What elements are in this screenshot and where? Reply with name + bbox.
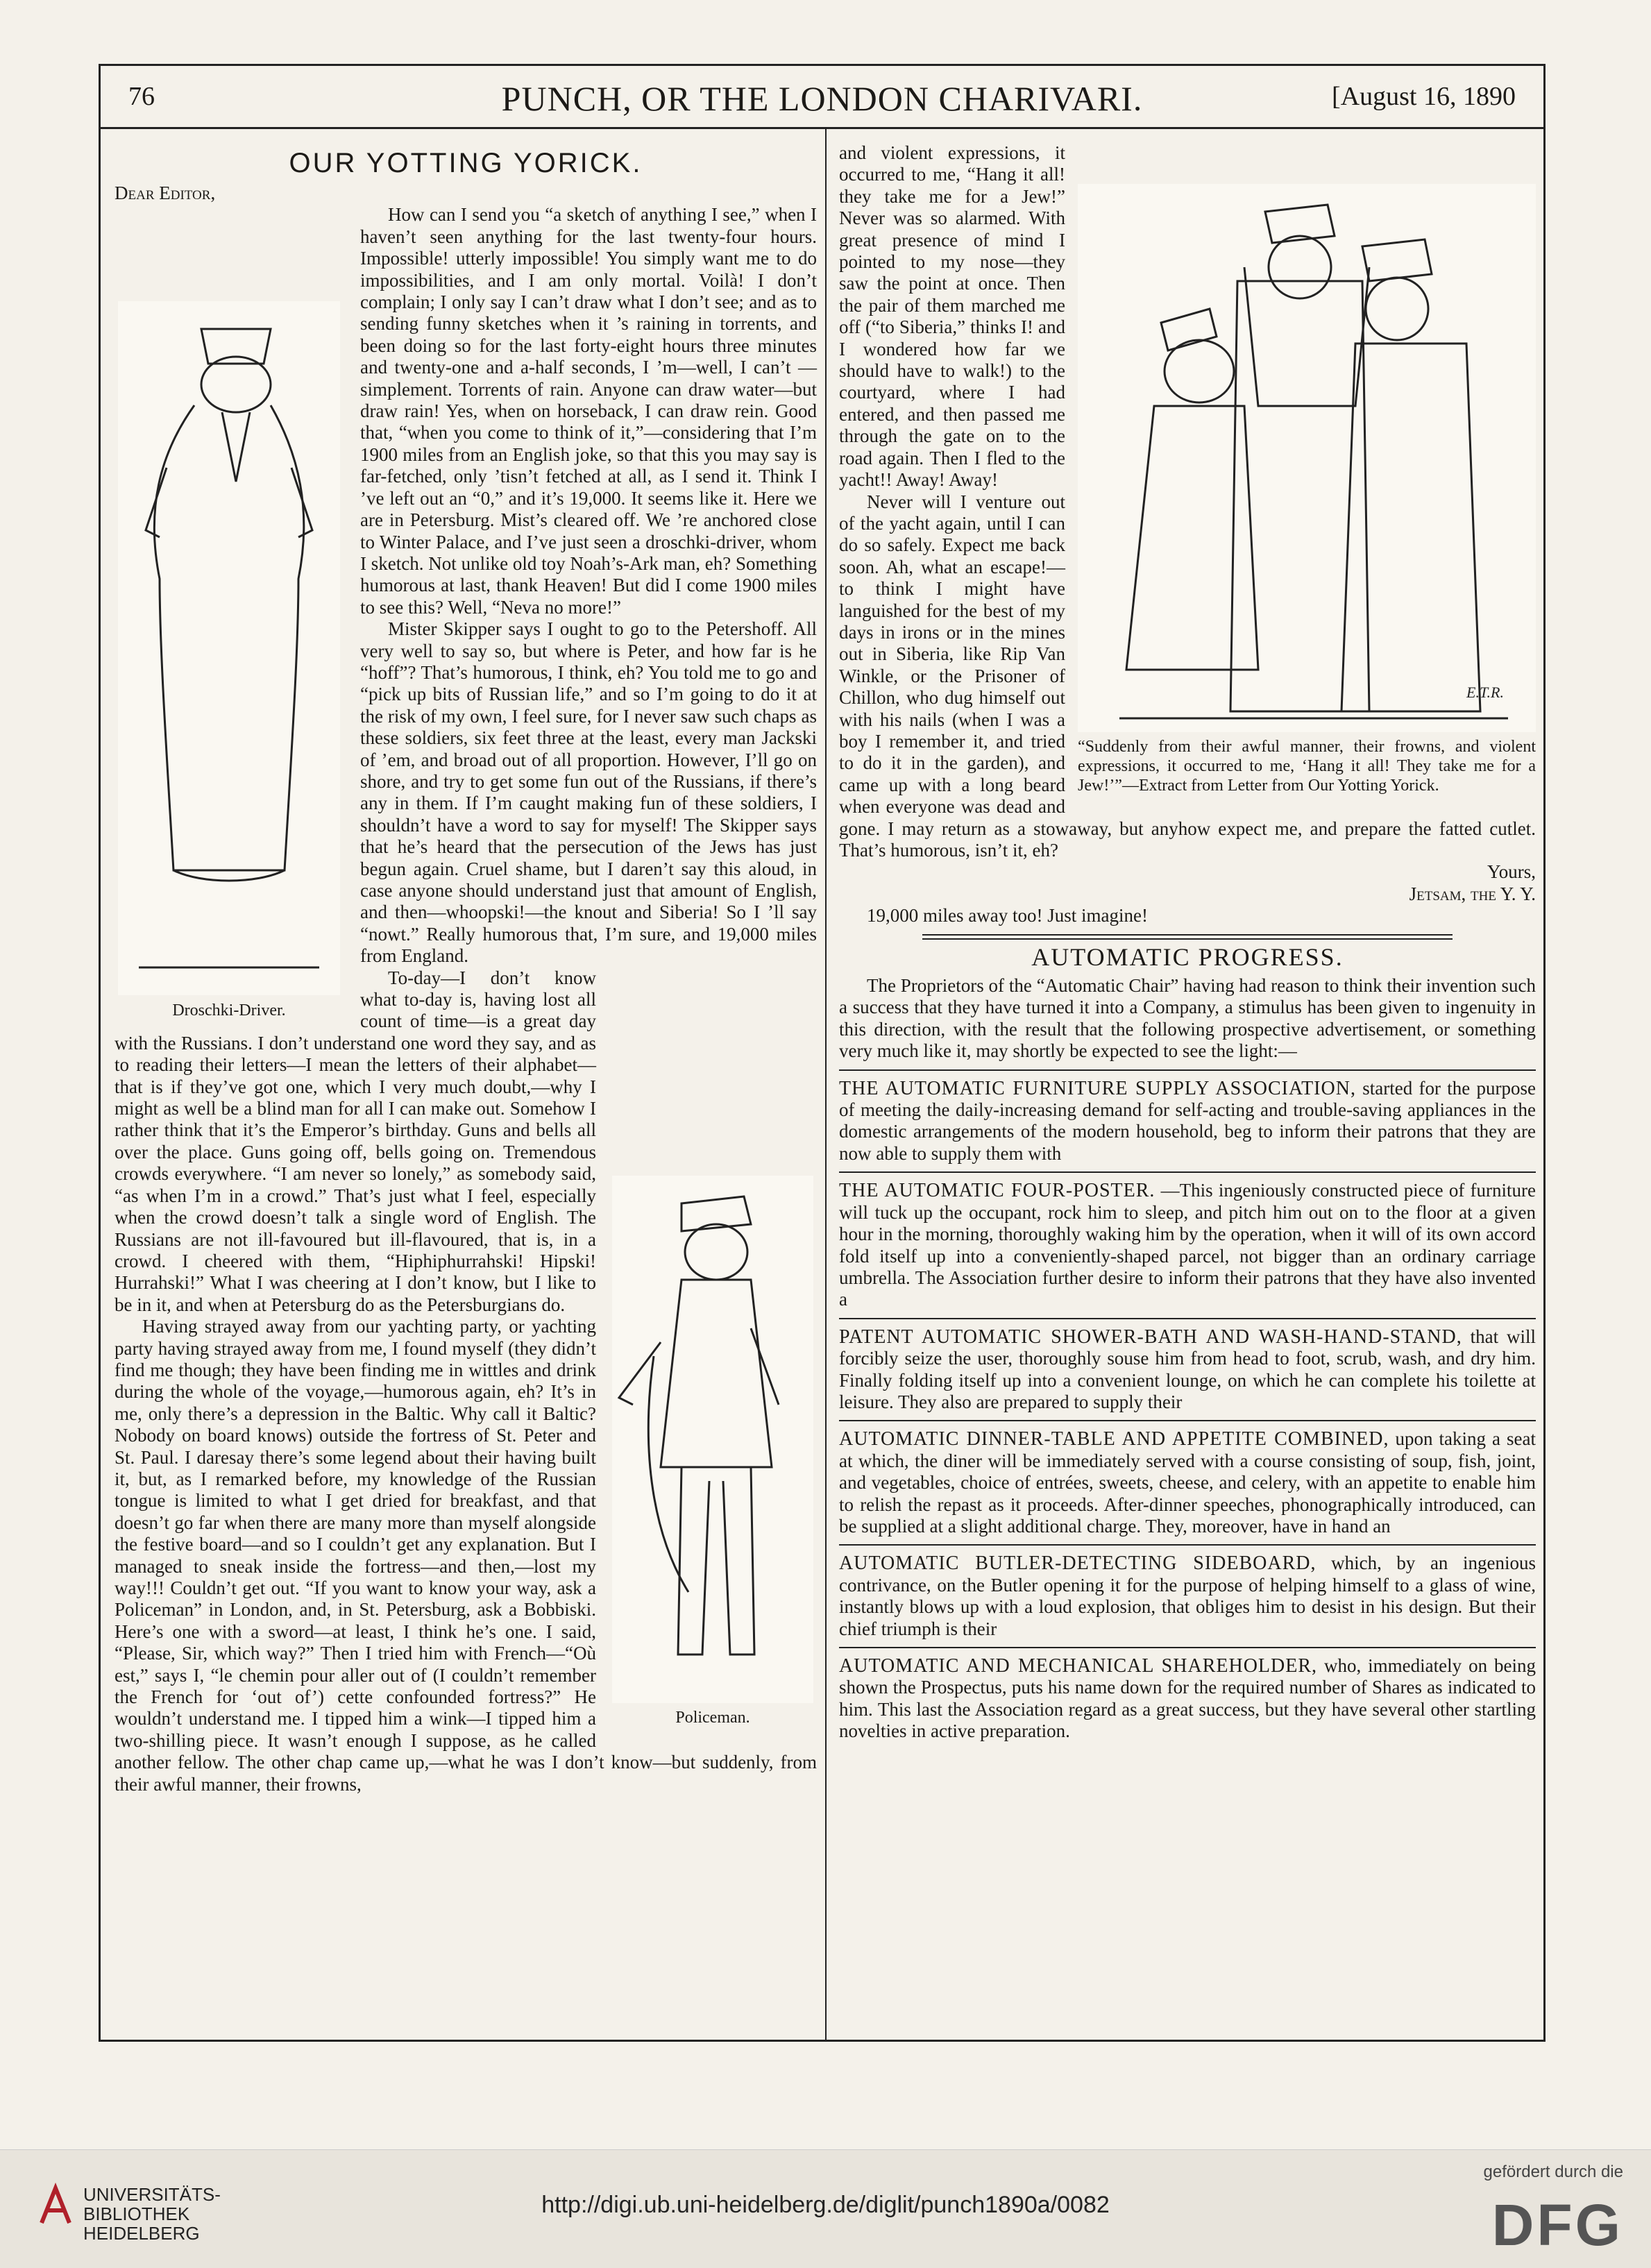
- issue-date: [August 16, 1890: [1332, 82, 1516, 111]
- policeman-illustration: [612, 1176, 813, 1703]
- ad-dinner-table-head: AUTOMATIC DINNER-TABLE AND APPETITE COMBINED,: [839, 1428, 1389, 1450]
- ad-rule: [839, 1420, 1536, 1421]
- ad-rule: [839, 1171, 1536, 1173]
- dfg-logo: DFG: [1491, 2192, 1623, 2258]
- article-title-yorick: OUR YOTTING YORICK.: [289, 148, 643, 178]
- figure-caption-droschki: Droschki-Driver.: [172, 1001, 286, 1019]
- ad-rule: [839, 1318, 1536, 1319]
- yorick-paragraph-3: To-day—I don’t know what to-day is, having lost all count of time—is a great day with the Russians. I don’t understand one word they say, and as to reading their letters—I mean the letters of their alphabet—that is if they’ve got one, which I very much doubt,—why I might as well be a blind man for all I can make out. Somehow I rather think that it’s the Emperor’s birthday. Guns and bells all over the place. Guns going off, bells going on. Tremendous crowds everywhere. “I am never so lonely,” as somebody said, “as when I’m in a crowd.” That’s just what I feel, especially when the crowd doesn’t talk a single word of English. The Russians are not ill-favoured but ill-flavoured, that is, in a crowd. I cheered with them, “Hiphiphurrahski! Hipski! Hurrahski!” What I was cheering at I don’t know, but I like to be in it, and when at Petersburg do as the Petersburgians do.: [115, 967, 596, 1315]
- ad-dinner-table-text: upon taking a seat at which, the diner will be immediately served with a course consisting of soup, fish, joint, and vegetables, choice of entrées, sweets, cheese, and celery, with an appetite to enable him to relish the repast as it proceeds. After-dinner speeches, phonographically introduced, can be supplied at a slight additional charge. They, moreover, have in hand an: [839, 1428, 1536, 1537]
- signature-postscript: 19,000 miles away too! Just imagine!: [867, 905, 1148, 926]
- article-separator: [922, 934, 1453, 940]
- signature-name: Jetsam, the Y. Y.: [1409, 883, 1536, 904]
- illustrator-signature: E.T.R.: [1466, 684, 1504, 701]
- page-number: 76: [128, 82, 155, 111]
- yorick-paragraph-5: and violent expressions, it occurred to me, “Hang it all! they take me for a Jew!” Never was so alarmed. With great presence of mind I pointed to my nose—they saw the point at once. Then the pair of them marched me off (“to Siberia,” thinks I! and I wondered how far we should have to walk!) to the courtyard, where I had entered, and then passed me through the gate on to the road again. Then I fled to the yacht!! Away! Away!: [839, 142, 1065, 491]
- left-column: [115, 148, 817, 1795]
- yorick-paragraph-6: Never will I venture out of the yacht again, until I can do so safely. Expect me back soon. Ah, what an escape!—to think I might have languished for the best of my days in irons or in the mines out in Siberia, like Rip Van Winkle, or the Prisoner of Chillon, who dug himself out with his nails (when I was a boy I remember it, and tried to do it in the garden), and came up with a long beard when everyone was dead and gone. I may return as a stowaway, but anyhow expect me, and prepare the fatted cutlet. That’s humorous, isn’t it, eh?: [839, 491, 1536, 861]
- ad-rule: [839, 1069, 1536, 1071]
- ad-shower-bath-head: PATENT AUTOMATIC SHOWER-BATH AND WASH-HAND-STAND,: [839, 1326, 1462, 1348]
- masthead-title: PUNCH, OR THE LONDON CHARIVARI.: [501, 79, 1143, 118]
- figure-policeman: [609, 1176, 817, 1727]
- figure-droschki-driver: [115, 301, 344, 1019]
- ad-furniture-supply-head: THE AUTOMATIC FURNITURE SUPPLY ASSOCIATION,: [839, 1077, 1356, 1099]
- ad-shower-bath: [839, 1326, 1536, 1414]
- figure-two-soldiers: [1078, 184, 1536, 795]
- ad-shareholder: [839, 1655, 1536, 1743]
- library-name: UNIVERSITÄTS- BIBLIOTHEK HEIDELBERG: [83, 2184, 221, 2244]
- ad-rule: [839, 1544, 1536, 1546]
- soldiers-illustration: [1078, 184, 1536, 732]
- ad-rule: [839, 1647, 1536, 1648]
- signature-yours: Yours,: [1487, 861, 1536, 883]
- ad-furniture-supply: [839, 1078, 1536, 1165]
- figure-caption-policeman: Policeman.: [675, 1709, 750, 1727]
- source-url-link[interactable]: http://digi.ub.uni-heidelberg.de/diglit/punch1890a/0082: [541, 2192, 1110, 2218]
- ad-butler-sideboard: [839, 1552, 1536, 1640]
- yorick-paragraph-1: How can I send you “a sketch of anything I see,” when I haven’t seen anything for the last twenty-four hours. Impossible! utterly impossible! You simply want me to do impossibilities, and I am only mortal. Voilà! I don’t complain; I only say I can’t draw what I don’t see; and as to sending funny sketches when it ’s raining in torrents, and been doing so for the last forty-eight hours three minutes and twenty-one and a-half seconds, I ’m—well, I can’t —simplement. Torrents of rain. Anyone can draw water—but draw rain! Yes, when on horseback, I can draw rein. Good that, “when you come to think of it,”—considering that I’m 1900 miles from an English joke, so that this you may say is far-fetched, only ’tisn’t fetched at all, as I send it. Think I ’ve left out an “0,” and it’s 19,000. It seems like it. Here we are in Petersburg. Mist’s cleared off. We ’re anchored close to Winter Palace, and I’ve just seen a droschki-driver, whom I sketch. Not unlike old toy Noah’s-Ark man, eh? Something humorous at last, thank Heaven! But did I come 1900 miles to see this? Well, “Neva no more!”: [360, 204, 817, 618]
- ad-furniture-supply-text: started for the purpose of meeting the daily-increasing demand for self-acting and trouble-saving appliances in the domestic arrangements of the modern household, beg to inform their patrons that they are now able to supply them with: [839, 1077, 1536, 1164]
- ad-shareholder-head: AUTOMATIC AND MECHANICAL SHAREHOLDER,: [839, 1655, 1318, 1677]
- yorick-paragraph-4: Having strayed away from our yachting party, or yachting party having strayed away from me, I found myself (they didn’t find me though; they have been finding me in wittles and drink during the whole of the voyage,—humorous again, eh? It’s in me, only there’s a depression in the Baltic. Why call it Baltic? Nobody on board knows) outside the fortress of St. Peter and St. Paul. I daresay there’s some legend about their having built it, but, as I remarked before, my knowledge of the Russian tongue is limited to what I get dried for breakfast, and that doesn’t go far when there are many more than myself alongside the festive board—and so I couldn’t get any explanation. But I managed to sneak inside the fortress—and then,—lost my way!!! Couldn’t get out. “If you want to know your way, ask a Policeman” in London, and, in St. Petersburg, ask a Bobbiski. Here’s one with a sword—at least, I think he’s one. I said, “Please, Sir, which way?” Then I tried him with French—“Où est,” says I, “le chemin pour aller out of (I couldn’t remember the French for ‘out of’) cette confounded fortress?” He wouldn’t understand me. I tipped him a wink—I tipped him a two-shilling piece. It wasn’t enough I suppose, as he called another fellow. The other chap came up,—what he was I don’t know—but suddenly, from their awful manner, their frowns,: [115, 1316, 817, 1795]
- ad-shareholder-text: who, immediately on being shown the Prospectus, puts his name down for the required number of Shares as indicated to him. This last the Association regard as a great success, but they have several other startling novelties in active preparation.: [839, 1655, 1536, 1742]
- ad-shower-bath-text: that will forcibly seize the user, thoroughly souse him from head to foot, scrub, wash, and dry him. Finally folding itself up into a convenient lounge, on which he can complete his toilette at leisure. They also are prepared to supply their: [839, 1326, 1536, 1412]
- automatic-intro: The Proprietors of the “Automatic Chair” having had reason to think their invention such a success that they have turned it into a Company, a stimulus has been given to ingenuity in this direction, with the result that the following prospective advertisement, or something very much like it, may shortly be expected to see the light:—: [839, 975, 1536, 1062]
- ad-butler-sideboard-text: which, by an ingenious contrivance, on the Butler opening it for the purpose of helping himself to a glass of wine, instantly blows up with a loud explosion, that obliges him to desist in his design. But their chief triumph is their: [839, 1552, 1536, 1639]
- digitization-footer: [0, 2149, 1651, 2268]
- yorick-paragraph-2: Mister Skipper says I ought to go to the Petershoff. All very well to say so, but where is Peter, and how far is he “hoff”? That’s humorous, I think, eh? You told me to go and “pick up bits of Russian life,” and so I’m going to do it at the risk of my own, I feel sure, for I never saw such chaps as these soldiers, six feet three at the least, every man Jackski of ’em, and broad out of all proportion. However, I’ll go on shore, and try to get some fun out of the Russians, if there’s any in them. If I’m caught making fun of these soldiers, I shouldn’t have a word to say for myself! The Skipper says that he’s heard that the persecution of the Jews has just begun again. Cruel shame, but I daren’t say this aloud, in case anyone should understand just that amount of English, and then—whoopski!—the knout and Siberia! So I ’ll say “nowt.” Really humorous that, I’m sure, and 19,000 miles from England.: [360, 618, 817, 967]
- droschki-driver-illustration: [118, 301, 340, 995]
- column-divider: [825, 127, 827, 2040]
- ad-dinner-table: [839, 1428, 1536, 1537]
- ad-four-poster-head: THE AUTOMATIC FOUR-POSTER.: [839, 1180, 1155, 1202]
- ad-four-poster: [839, 1180, 1536, 1310]
- ad-butler-sideboard-head: AUTOMATIC BUTLER-DETECTING SIDEBOARD,: [839, 1552, 1316, 1575]
- article-title-automatic: AUTOMATIC PROGRESS.: [1031, 942, 1344, 971]
- right-column: [839, 142, 1536, 1747]
- salutation: Dear Editor,: [115, 183, 216, 203]
- ad-four-poster-text: —This ingeniously constructed piece of furniture will tuck up the occupant, rock him to sleep, and pitch him out on to the floor at a given hour in the morning, thoroughly waking him by the operation, when it will of its own accord fold itself up into a conveniently-shaped parcel, not bigger than an ordinary carriage umbrella. The Association further desire to inform their patrons that they have also invented a: [839, 1180, 1536, 1310]
- newspaper-page: [99, 64, 1546, 2042]
- funding-note: gefördert durch die: [1483, 2163, 1623, 2181]
- page-header: [101, 66, 1543, 129]
- figure-caption-soldiers: “Suddenly from their awful manner, their frowns, and violent expressions, it occurred to me, ‘Hang it all! They take me for a Jew!’”—Extract from Letter from Our Yotting Yorick.: [1078, 738, 1536, 795]
